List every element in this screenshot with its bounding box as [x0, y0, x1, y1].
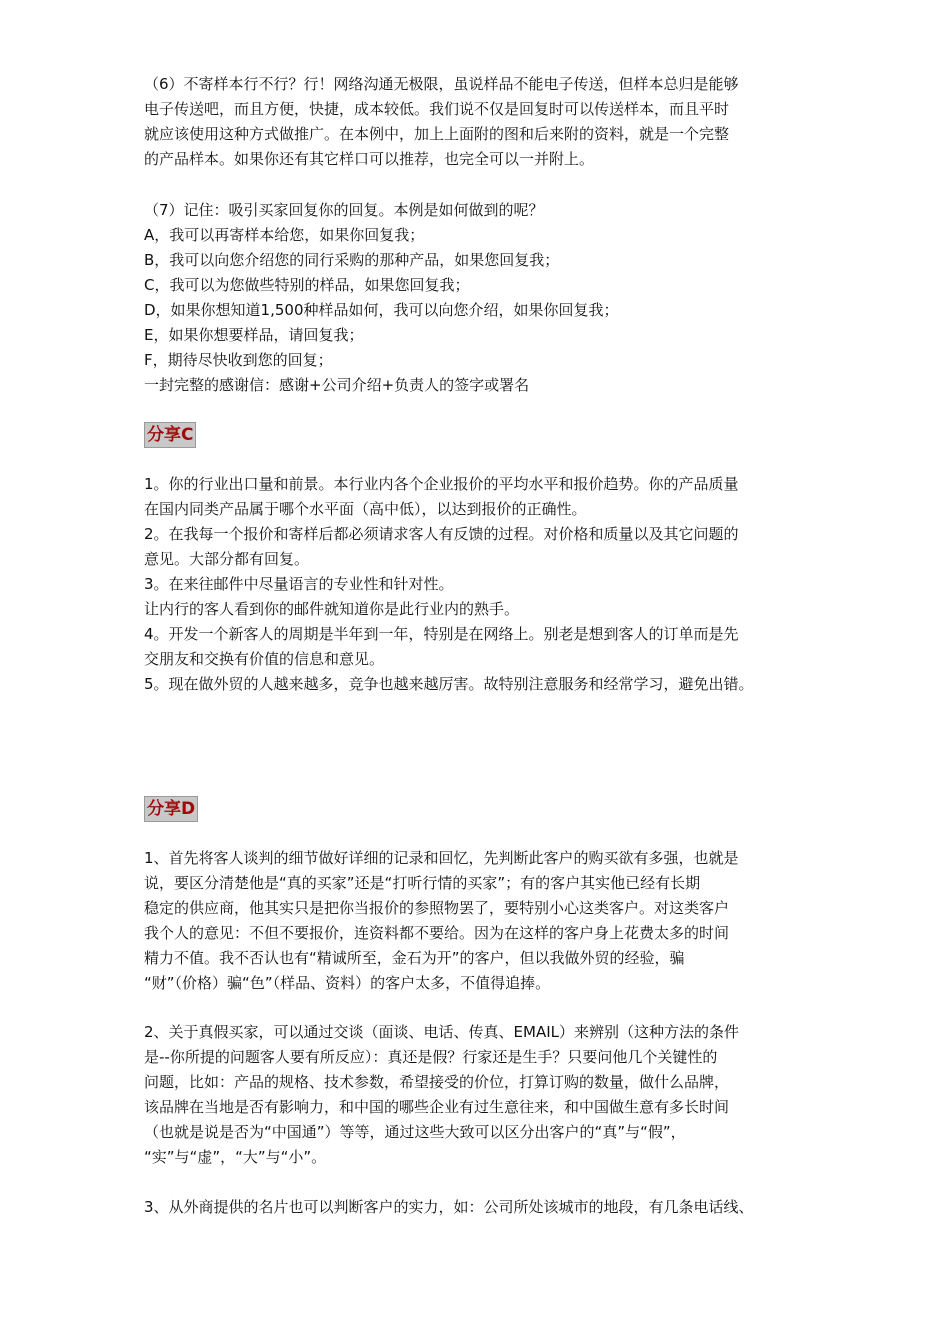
list-item: F，期待尽快收到您的回复；	[144, 351, 333, 369]
text-line: 问题，比如：产品的规格、技术参数，希望接受的价位，打算订购的数量，做什么品牌，	[144, 1073, 730, 1091]
text-line: 1、首先将客人谈判的细节做好详细的记录和回忆，先判断此客户的购买欲有多强，也就是	[144, 849, 739, 867]
text-line: 意见。大部分都有回复。	[144, 550, 310, 568]
text-line: （7）记住：吸引买家回复你的回复。本例是如何做到的呢？	[144, 201, 544, 219]
text-line: 5。现在做外贸的人越来越多，竞争也越来越厉害。故特别注意服务和经常学习，避免出错。	[144, 675, 754, 693]
share-c-heading: 分享C	[144, 422, 196, 448]
text-line: 一封完整的感谢信：感谢+公司介绍+负责人的签字或署名	[144, 376, 530, 394]
text-line: 1。你的行业出口量和前景。本行业内各个企业报价的平均水平和报价趋势。你的产品质量	[144, 475, 739, 493]
text-line: 我个人的意见：不但不要报价，连资料都不要给。因为在这样的客户身上花费太多的时间	[144, 924, 730, 942]
text-line: 是--你所提的问题客人要有所反应）：真还是假？行家还是生手？只要问他几个关键性的	[144, 1048, 718, 1066]
text-line: （也就是说是否为“中国通”）等等，通过这些大致可以区分出客户的“真”与“假”，	[144, 1123, 686, 1141]
section-7-list	[144, 198, 824, 398]
text-line: 稳定的供应商，他其实只是把你当报价的参照物罢了，要特别小心这类客户。对这类客户	[144, 899, 730, 917]
text-line: 该品牌在当地是否有影响力，和中国的哪些企业有过生意往来，和中国做生意有多长时间	[144, 1098, 730, 1116]
list-item: E，如果你想要样品，请回复我；	[144, 326, 364, 344]
section-6-paragraph	[144, 72, 824, 172]
text-line: 让内行的客人看到你的邮件就知道你是此行业内的熟手。	[144, 600, 520, 618]
text-line: 2。在我每一个报价和寄样后都必须请求客人有反馈的过程。对价格和质量以及其它问题的	[144, 525, 739, 543]
share-c-list	[144, 472, 824, 697]
text-line: 电子传送吧，而且方便，快捷，成本较低。我们说不仅是回复时可以传送样本，而且平时	[144, 100, 730, 118]
text-line: （6）不寄样本行不行？行！网络沟通无极限，虽说样品不能电子传送，但样本总归是能够	[144, 75, 739, 93]
list-item: C，我可以为您做些特别的样品，如果您回复我；	[144, 276, 470, 294]
list-item: A，我可以再寄样本给您，如果你回复我；	[144, 226, 425, 244]
share-d-heading: 分享D	[144, 796, 198, 822]
text-line: 的产品样本。如果你还有其它样口可以推荐，也完全可以一并附上。	[144, 150, 595, 168]
text-line: 说，要区分清楚他是“真的买家”还是“打听行情的买家”；有的客户其实他已经有长期	[144, 874, 701, 892]
text-line: 3、从外商提供的名片也可以判断客户的实力，如：公司所处该城市的地段，有几条电话线、	[144, 1198, 754, 1216]
text-line: 就应该使用这种方式做推广。在本例中，加上上面附的图和后来附的资料，就是一个完整	[144, 125, 730, 143]
share-d-paragraph-1	[144, 846, 824, 996]
text-line: 精力不值。我不否认也有“精诚所至，金石为开”的客户，但以我做外贸的经验，骗	[144, 949, 685, 967]
list-item: B，我可以向您介绍您的同行采购的那种产品，如果您回复我；	[144, 251, 560, 269]
share-d-paragraph-3	[144, 1195, 824, 1220]
list-item: D，如果你想知道1,500种样品如何，我可以向您介绍，如果你回复我；	[144, 301, 619, 319]
text-line: 在国内同类产品属于哪个水平面（高中低），以达到报价的正确性。	[144, 500, 587, 518]
text-line: 交朋友和交换有价值的信息和意见。	[144, 650, 385, 668]
text-line: “财”（价格）骗“色”（样品、资料）的客户太多，不值得追捧。	[144, 974, 551, 992]
text-line: “实”与“虚”，“大”与“小”。	[144, 1148, 327, 1166]
text-line: 3。在来往邮件中尽量语言的专业性和针对性。	[144, 575, 454, 593]
share-d-paragraph-2	[144, 1020, 824, 1170]
text-line: 4。开发一个新客人的周期是半年到一年，特别是在网络上。别老是想到客人的订单而是先	[144, 625, 739, 643]
text-line: 2、关于真假买家，可以通过交谈（面谈、电话、传真、EMAIL）来辨别（这种方法的条件	[144, 1023, 740, 1041]
